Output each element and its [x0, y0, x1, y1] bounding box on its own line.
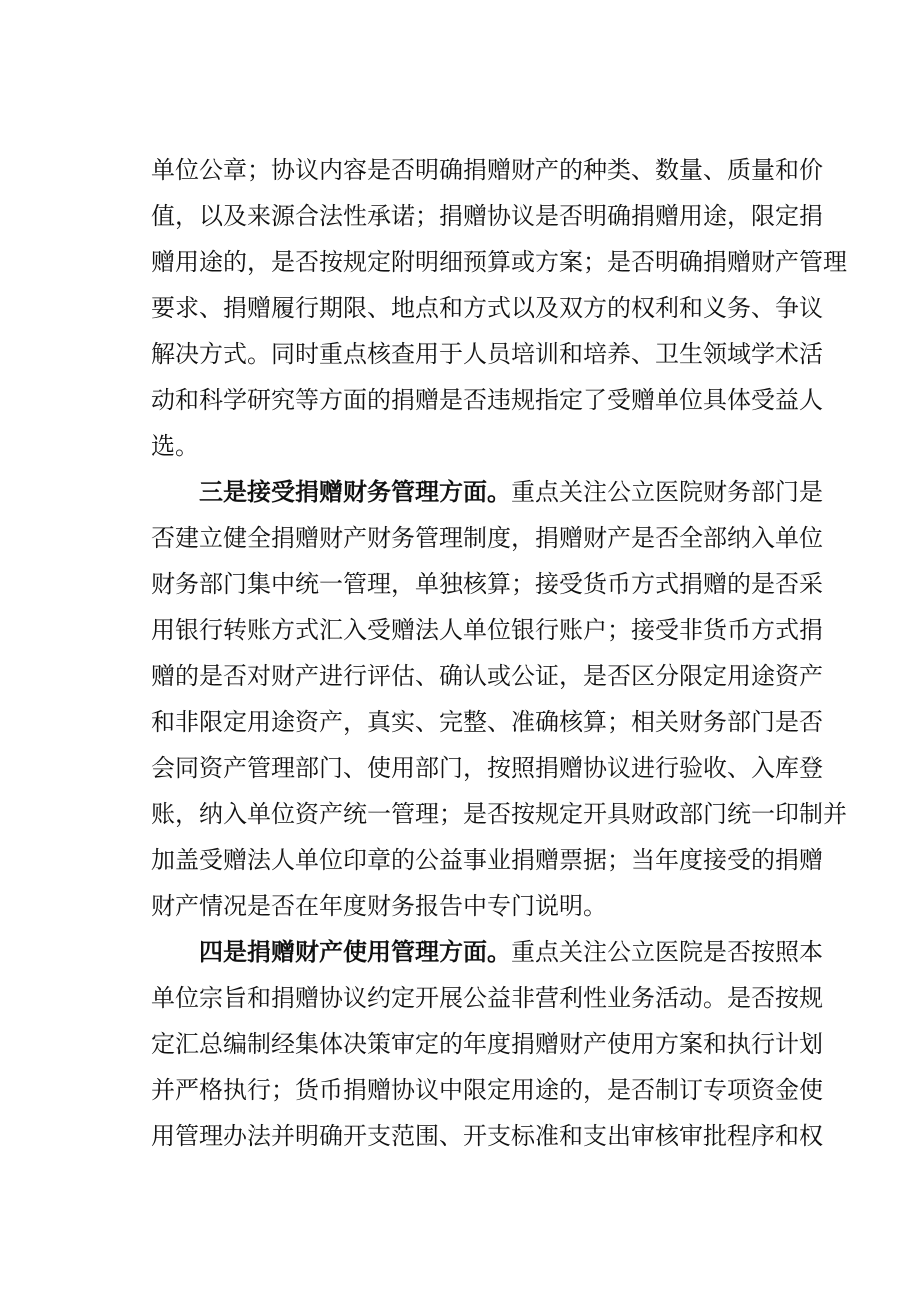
paragraph-2-line-10: 财产情况是否在年度财务报告中专门说明。 — [151, 892, 607, 920]
paragraph-2-line-8: 账，纳入单位资产统一管理；是否按规定开具财政部门统一印制并 — [151, 800, 847, 828]
paragraph-2-line-7: 会同资产管理部门、使用部门，按照捐赠协议进行验收、入库登 — [151, 754, 823, 782]
paragraph-2-line-4: 用银行转账方式汇入受赠法人单位银行账户；接受非货币方式捐 — [151, 616, 823, 644]
paragraph-2-line-9: 加盖受赠法人单位印章的公益事业捐赠票据；当年度接受的捐赠 — [151, 846, 823, 874]
paragraph-1-line-3: 赠用途的，是否按规定附明细预算或方案；是否明确捐赠财产管理 — [151, 248, 847, 276]
paragraph-3-first-line-text: 重点关注公立医院是否按照本 — [511, 938, 823, 966]
paragraph-2-line-3: 财务部门集中统一管理，单独核算；接受货币方式捐赠的是否采 — [151, 570, 823, 598]
paragraph-2-heading: 三是接受捐赠财务管理方面。 — [199, 478, 511, 506]
paragraph-2-line-5: 赠的是否对财产进行评估、确认或公证，是否区分限定用途资产 — [151, 662, 823, 690]
paragraph-1-line-4: 要求、捐赠履行期限、地点和方式以及双方的权利和义务、争议 — [151, 294, 823, 322]
paragraph-1-line-5: 解决方式。同时重点核查用于人员培训和培养、卫生领域学术活 — [151, 340, 823, 368]
paragraph-3-line-4: 并严格执行；货币捐赠协议中限定用途的，是否制订专项资金使 — [151, 1076, 823, 1104]
paragraph-3-first-line — [151, 932, 823, 972]
paragraph-3-line-5: 用管理办法并明确开支范围、开支标准和支出审核审批程序和权 — [151, 1122, 823, 1150]
paragraph-1-line-7: 选。 — [151, 432, 199, 460]
paragraph-2-line-6: 和非限定用途资产，真实、完整、准确核算；相关财务部门是否 — [151, 708, 823, 736]
paragraph-3-heading: 四是捐赠财产使用管理方面。 — [199, 938, 511, 966]
paragraph-1-line-6: 动和科学研究等方面的捐赠是否违规指定了受赠单位具体受益人 — [151, 386, 823, 414]
paragraph-2-line-2: 否建立健全捐赠财产财务管理制度，捐赠财产是否全部纳入单位 — [151, 524, 823, 552]
paragraph-1-line-2: 值，以及来源合法性承诺；捐赠协议是否明确捐赠用途，限定捐 — [151, 202, 823, 230]
paragraph-3-line-3: 定汇总编制经集体决策审定的年度捐赠财产使用方案和执行计划 — [151, 1030, 823, 1058]
paragraph-1-line-1: 单位公章；协议内容是否明确捐赠财产的种类、数量、质量和价 — [151, 156, 823, 184]
paragraph-3-line-2: 单位宗旨和捐赠协议约定开展公益非营利性业务活动。是否按规 — [151, 984, 823, 1012]
paragraph-2-first-line-text: 重点关注公立医院财务部门是 — [511, 478, 823, 506]
paragraph-2-first-line — [151, 472, 823, 512]
